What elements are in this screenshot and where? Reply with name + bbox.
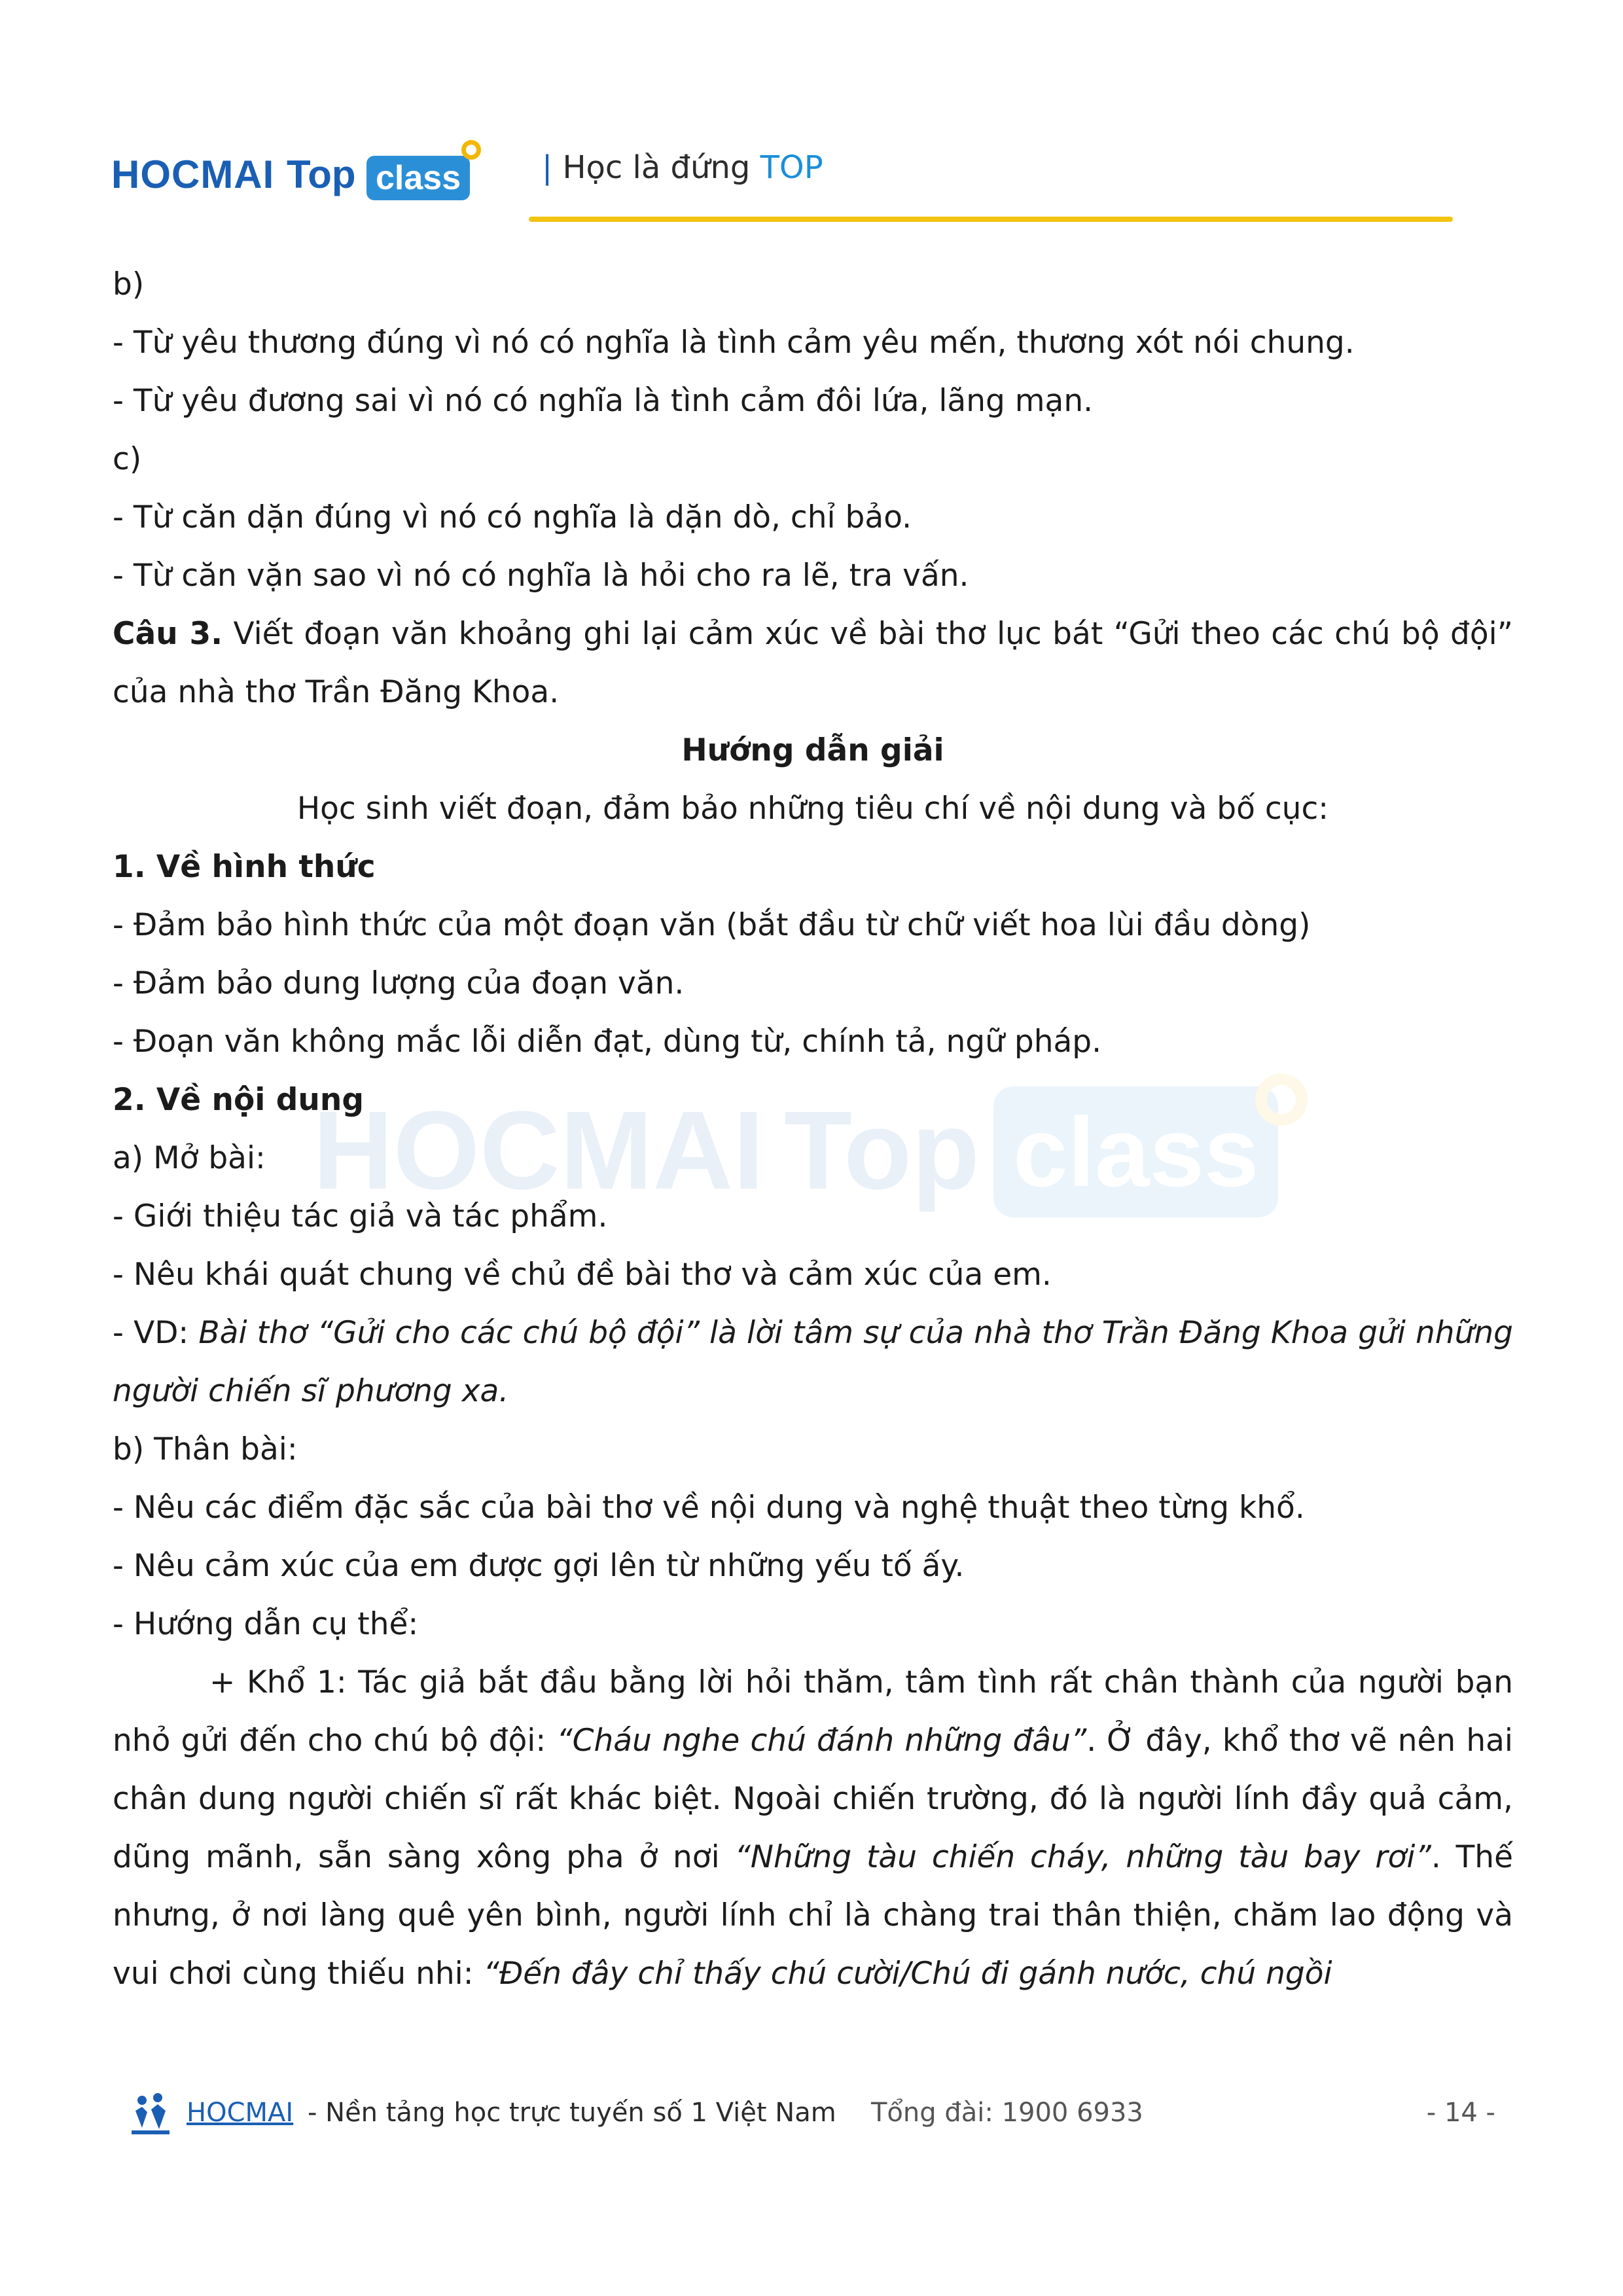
text-line: - Hướng dẫn cụ thể:	[113, 1606, 419, 1642]
logo-top-text: Top	[287, 152, 356, 196]
guide-title: Hướng dẫn giải	[681, 732, 944, 768]
text-line: b)	[113, 266, 145, 302]
paragraph-text: . Thế nhưng, ở nơi làng quê yên bình, người lính chỉ là chàng trai thân thiện, chăm lao động và vui chơi cùng thiếu nhi:	[113, 1839, 1513, 1992]
text-line: - Từ yêu đương sai vì nó có nghĩa là tình cảm đôi lứa, lãng mạn.	[113, 383, 1094, 419]
example-text: Bài thơ “Gửi cho các chú bộ đội” là lời tâm sự của nhà thơ Trần Đăng Khoa gửi những người chiến sĩ phương xa.	[113, 1315, 1513, 1409]
section-heading: 2. Về nội dung	[113, 1082, 364, 1118]
header-divider	[529, 217, 1453, 222]
page-footer	[128, 2091, 1495, 2137]
quote-text: “Những tàu chiến cháy, những tàu bay rơi”	[734, 1839, 1431, 1875]
text-line: - Giới thiệu tác giả và tác phẩm.	[113, 1198, 608, 1234]
question-label: Câu 3.	[113, 616, 223, 652]
footer-hotline: Tổng đài: 1900 6933	[871, 2098, 1143, 2128]
question-3	[113, 605, 1513, 721]
example-prefix: - VD:	[113, 1315, 199, 1351]
text-line: c)	[113, 441, 142, 477]
watermark-class: class	[993, 1086, 1278, 1217]
page-number: - 14 -	[1426, 2098, 1495, 2128]
hocmai-topclass-logo	[111, 137, 504, 209]
document-body	[113, 255, 1513, 2003]
quote-text: “Đến đây chỉ thấy chú cười/Chú đi gánh nước, chú ngồi	[483, 1956, 1332, 1992]
text-line: - Nêu các điểm đặc sắc của bài thơ về nội dung và nghệ thuật theo từng khổ.	[113, 1490, 1305, 1526]
quote-text: “Cháu nghe chú đánh những đâu”	[556, 1723, 1087, 1759]
example-paragraph	[113, 1304, 1513, 1420]
watermark-hocmai: HOCMAI	[313, 1088, 764, 1213]
question-text: Viết đoạn văn khoảng ghi lại cảm xúc về bài thơ lục bát “Gửi theo các chú bộ đội” của nhà thơ Trần Đăng Khoa.	[113, 616, 1513, 710]
text-line: - Nêu cảm xúc của em được gợi lên từ những yếu tố ấy.	[113, 1548, 965, 1584]
text-line: - Từ yêu thương đúng vì nó có nghĩa là tình cảm yêu mến, thương xót nói chung.	[113, 325, 1355, 361]
header-tagline	[542, 149, 823, 186]
tagline-separator: |	[542, 149, 553, 186]
stanza-1-paragraph	[113, 1653, 1513, 2003]
text-line: - Đoạn văn không mắc lỗi diễn đạt, dùng từ, chính tả, ngữ pháp.	[113, 1024, 1102, 1060]
text-line: - Từ căn dặn đúng vì nó có nghĩa là dặn dò, chỉ bảo.	[113, 499, 912, 535]
text-line: - Nêu khái quát chung về chủ đề bài thơ và cảm xúc của em.	[113, 1257, 1052, 1293]
text-line: - Đảm bảo dung lượng của đoạn văn.	[113, 965, 685, 1001]
footer-slogan: - Nền tảng học trực tuyến số 1 Việt Nam	[308, 2098, 836, 2128]
hocmai-people-icon	[128, 2091, 173, 2137]
guide-intro: Học sinh viết đoạn, đảm bảo những tiêu chí về nội dung và bố cục:	[296, 791, 1329, 827]
paragraph-text: + Khổ 1: Tác giả bắt đầu bằng lời hỏi thăm, tâm tình rất chân thành của người bạn nhỏ gửi đến cho chú bộ đội:	[113, 1664, 1513, 1759]
subsection-heading: a) Mở bài:	[113, 1140, 266, 1176]
logo-hocmai-text: HOCMAI	[111, 152, 275, 196]
paragraph-text: . Ở đây, khổ thơ vẽ nên hai chân dung người chiến sĩ rất khác biệt. Ngoài chiến trường, đó là người lính đầy quả cảm, dũng mãnh, sẵn sàng xông pha ở nơi	[113, 1723, 1513, 1875]
watermark-top: Top	[784, 1088, 980, 1213]
section-heading: 1. Về hình thức	[113, 849, 376, 885]
tagline-highlight: TOP	[760, 149, 823, 186]
text-line: - Đảm bảo hình thức của một đoạn văn (bắt đầu từ chữ viết hoa lùi đầu dòng)	[113, 907, 1311, 943]
logo-sun-icon	[461, 140, 481, 160]
logo-class-badge: class	[366, 156, 470, 200]
tagline-text: Học là đứng	[562, 149, 751, 186]
footer-brand-link[interactable]: HOCMAI	[187, 2098, 294, 2128]
subsection-heading: b) Thân bài:	[113, 1431, 298, 1467]
text-line: - Từ căn vặn sao vì nó có nghĩa là hỏi cho ra lẽ, tra vấn.	[113, 558, 969, 594]
